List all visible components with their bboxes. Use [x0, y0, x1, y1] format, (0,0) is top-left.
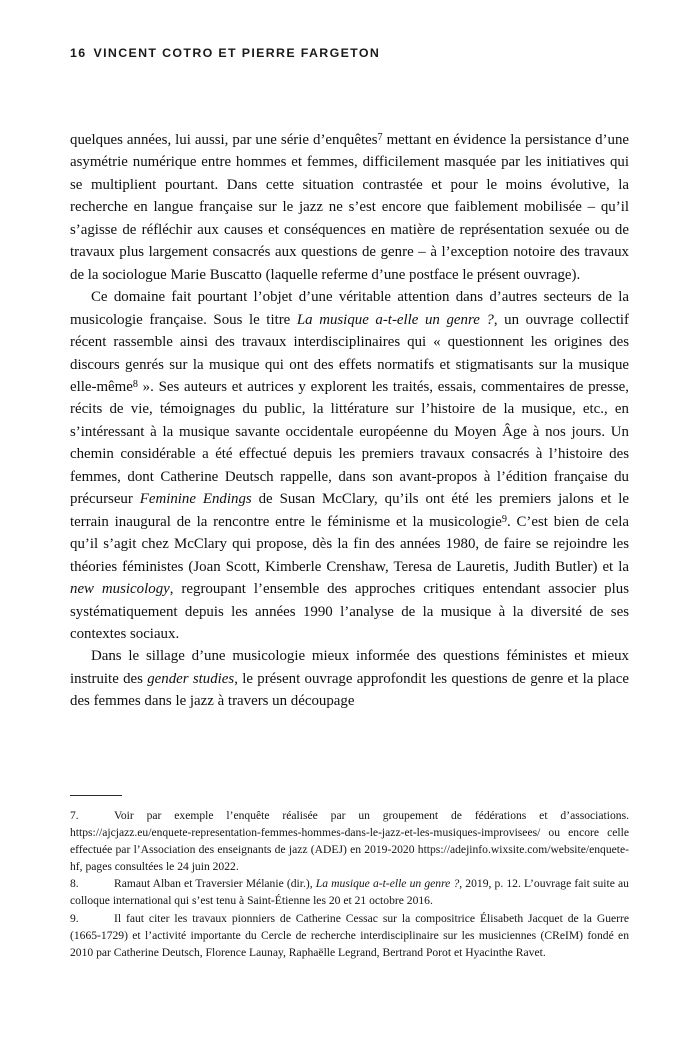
italic-title: Feminine Endings	[139, 491, 252, 508]
footnote-number: 8.	[70, 877, 79, 891]
body-paragraph	[70, 129, 629, 286]
body-text-block	[70, 129, 629, 713]
text-run: Il faut citer les travaux pionniers de Catherine Cessac sur la compositrice Élisabeth Jacquet de la Guerre (1665-1729) et l’activité importante du Cercle de recherche interdisciplinaire sur les musiciennes (CReIM) fondé en 2010 par Catherine Deutsch, Florence Launay, Raphaëlle Legrand, Bertrand Porot et Hyacinthe Ravet.	[70, 911, 629, 959]
text-run: . C’est bien de cela qu’il s’agit chez McClary qui propose, dès la fin des années 1980, de faire se rejoindre les théories féministes (Joan Scott, Kimberle Crenshaw, Teresa de Lauretis, Judith Butler) et la	[70, 513, 629, 575]
body-paragraph	[70, 645, 629, 712]
text-run: ». Ses auteurs et autrices y explorent les traités, essais, commentaires de presse, récits de vie, témoignages du public, la littérature sur l’histoire de la musique, etc., en s’intéressant à la musique savante occidentale européenne du Moyen Âge à nos jours. Un chemin considérable a été effectué depuis les premiers travaux consacrés à l’histoire des femmes, dont Catherine Deutsch rappelle, dans son avant-propos à l’édition française du précurseur	[70, 378, 629, 508]
italic-title: gender studies	[147, 670, 235, 687]
italic-title: La musique a-t-elle un genre ?	[315, 877, 460, 891]
italic-title: new musicology	[70, 581, 170, 598]
text-run: , un ouvrage collectif récent rassemble ainsi des travaux interdisciplinaires qui « questionnent les origines des discours genrés sur la musique qui ont des effets normatifs et stigmatisants sur la musique elle-même	[70, 311, 629, 395]
footnote-entry	[70, 910, 629, 961]
italic-title: La musique a-t-elle un genre ?	[296, 311, 494, 328]
footnote-reference-marker: 9	[501, 513, 507, 525]
text-run: , 2019, p. 12. L’ouvrage fait suite au colloque international qui s’est tenu à Saint-Étienne les 20 et 21 octobre 2016.	[70, 877, 629, 908]
footnote-list	[70, 807, 629, 961]
text-run: Dans le sillage d’une musicologie mieux informée des questions féministes et mieux instruite des	[70, 648, 629, 687]
text-run: de Susan McClary, qu’ils ont été les premiers jalons et le terrain inaugural de la rencontre entre le féminisme et la musicologie	[70, 491, 629, 530]
body-paragraph	[70, 286, 629, 645]
footnote-number: 9.	[70, 911, 79, 925]
text-run: Ce domaine fait pourtant l’objet d’une véritable attention dans d’autres secteurs de la musicologie française. Sous le titre	[70, 289, 629, 328]
footnote-entry	[70, 875, 629, 909]
text-run: , regroupant l’ensemble des approches critiques entendant associer plus systématiquement depuis les années 1990 l’analyse de la musique à la diversité de ses contextes sociaux.	[70, 581, 629, 642]
text-run: quelques années, lui aussi, par une série d’enquêtes	[70, 132, 378, 148]
running-header	[70, 46, 630, 60]
footnote-number: 7.	[70, 809, 79, 822]
text-run: mettant en évidence la persistance d’une asymétrie numérique entre hommes et femmes, difficilement masquée par les initiatives qui se multiplient pourtant. Dans cette situation contrastée et pour le moins évolutive, la recherche en langue française sur le jazz ne s’est encore que faiblement mobilisée – qu’il s’agisse de réfléchir aux causes et conséquences en matière de représentation sexuée ou de travaux plus largement consacrés aux questions de genre – à l’exception notoire des travaux de la sociologue Marie Buscatto (laquelle referme d’une postface le présent ouvrage).	[70, 132, 629, 283]
text-run: , le présent ouvrage approfondit les questions de genre et la place des femmes dans le jazz à travers un découpage	[70, 670, 630, 710]
footnote-area	[70, 795, 629, 961]
text-run: Ramaut Alban et Traversier Mélanie (dir.),	[114, 877, 316, 891]
footnote-entry	[70, 807, 629, 875]
running-header-title: VINCENT COTRO ET PIERRE FARGETON	[93, 46, 381, 60]
footnote-reference-marker: 8	[132, 378, 138, 390]
text-run: Voir par exemple l’enquête réalisée par un groupement de fédérations et d’associations. https://ajcjazz.eu/enquete-representation-femmes-hommes-dans-le-jazz-et-les-musiques-improvisees/ ou encore celle effectuée par l’Association des enseignants de jazz (ADEJ) en 2019-2020 https://adejinfo.wixsite.com/website/enquete-hf, pages consultées le 24 juin 2022.	[70, 809, 629, 874]
footnote-reference-marker: 7	[377, 131, 383, 143]
page-folio-number: 16	[70, 46, 87, 60]
footnote-separator-rule	[70, 795, 122, 796]
